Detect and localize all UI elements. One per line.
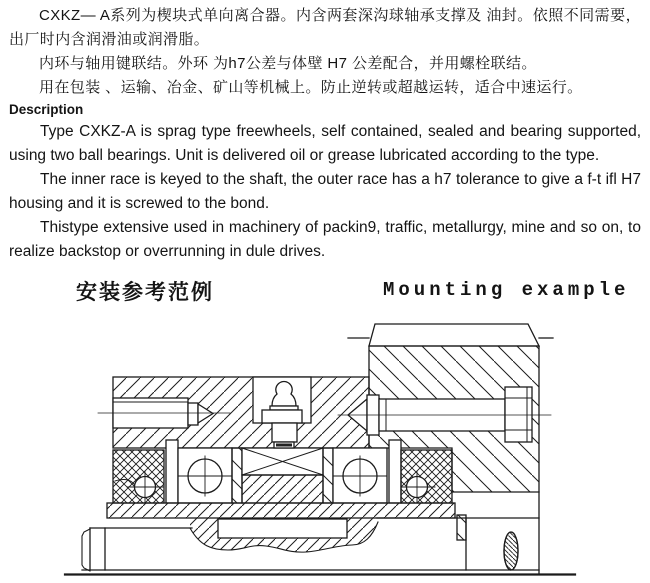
locating-pin [457, 515, 466, 540]
end-cap-flange [107, 503, 455, 518]
shaft-end-chamfer [82, 529, 90, 571]
figure-title-chinese: 安装参考范例 [76, 281, 214, 304]
bolt-head [505, 387, 532, 442]
en-paragraph-2: The inner race is keyed to the shaft, the outer race has a h7 tolerance to give a f-t ifl H7 housing and it is screwed to the bond. [9, 171, 641, 212]
zerk-hex [262, 410, 302, 423]
inner-race [242, 475, 323, 503]
figure-title-english: Mounting example [383, 279, 630, 301]
spacer-right [389, 440, 401, 503]
seal-right [401, 450, 452, 503]
description-heading: Description [9, 102, 84, 117]
shaft-assembly [65, 515, 575, 575]
cn-paragraph-2: 内环与轴用键联结。外环 为h7公差与体壁 H7 公差配合，并用螺栓联结。 [39, 55, 537, 72]
shaft-key [218, 519, 347, 538]
en-paragraph-1: Type CXKZ-A is sprag type freewheels, self contained, sealed and bearing supported, using two ball bearings. Unit is delivered oil or grease lubricated according to the type. [9, 123, 641, 164]
bearing-band [113, 440, 452, 503]
en-paragraph-3: Thistype extensive used in machinery of packin9, traffic, metallurgy, mine and so on, to realize backstop or overrunning in dule drives. [9, 219, 641, 260]
cn-paragraph-3: 用在包装 、运输、冶金、矿山等机械上。防止逆转或超越运转，适合中速运行。 [39, 79, 583, 96]
spacer-left [166, 440, 178, 503]
cn-paragraph-1: CXKZ— A系列为楔块式单向离合器。内含两套深沟球轴承支撑及 油封。依照不同需要，出厂时内含润滑油或润滑脂。 [9, 7, 641, 48]
